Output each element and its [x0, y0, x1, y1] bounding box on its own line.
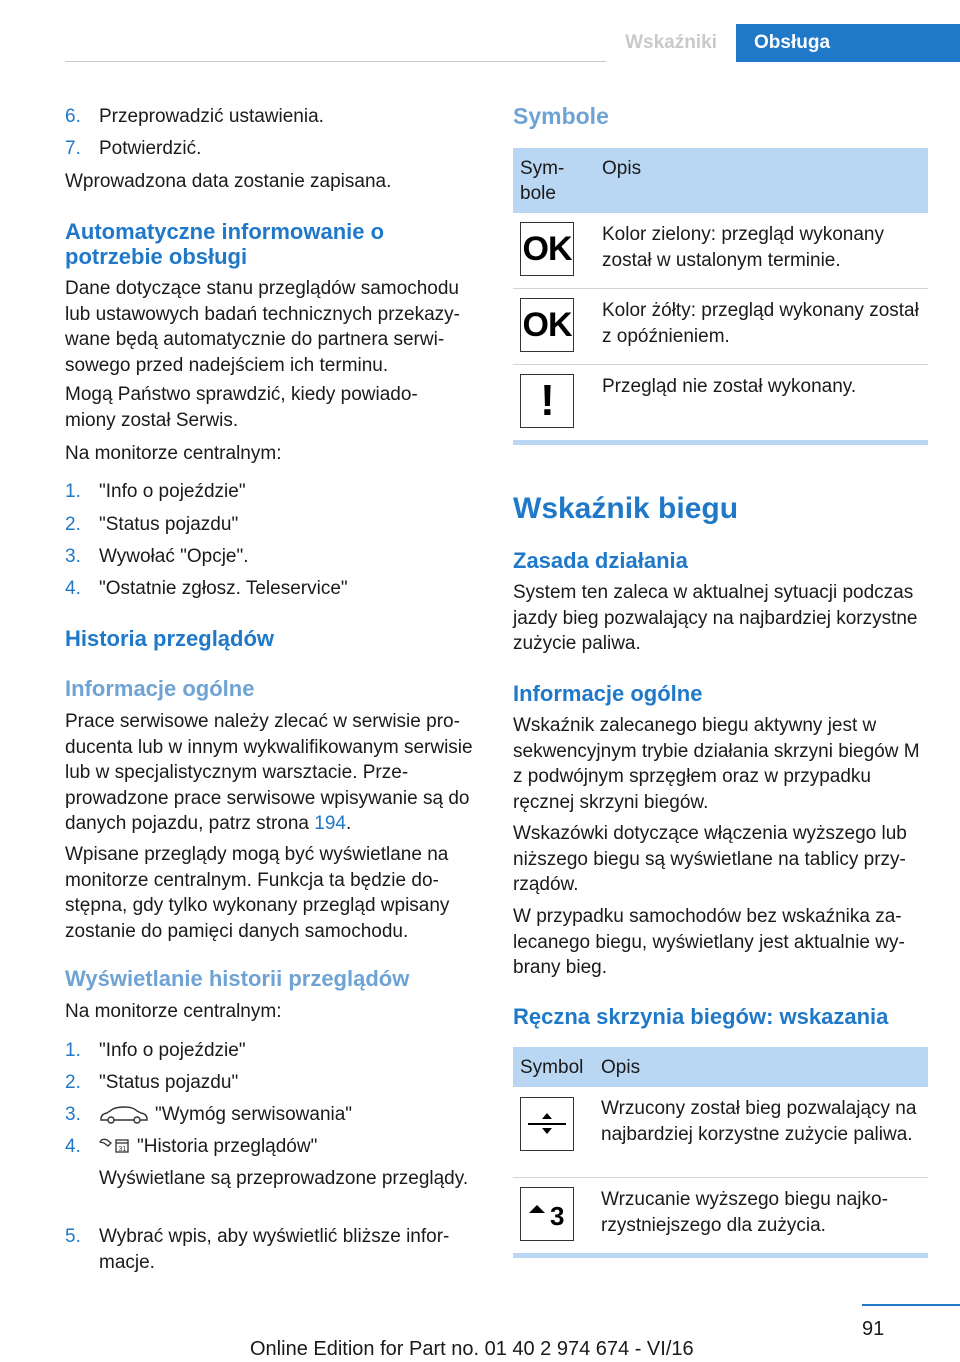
list-subtext: Wyświetlane są przeprowadzone przeglądy.	[99, 1168, 469, 1189]
paragraph-monitor-2: Na monitorze centralnym:	[65, 1001, 282, 1022]
shift-up-icon	[520, 1187, 574, 1241]
table-cell-desc: Przegląd nie został wykonany.	[602, 376, 857, 397]
history-icon	[99, 1134, 131, 1166]
row-divider	[513, 288, 928, 289]
table-cell-desc: Wrzucony został bieg pozwalający na najbardziej korzystne zużycie paliwa.	[601, 1098, 917, 1145]
table-end-rule	[513, 1253, 928, 1258]
paragraph-principle: System ten zaleca w aktualnej sytuacji podczas jazdy bieg pozwalający na najbardziej korzystne zużycie paliwa.	[513, 582, 918, 654]
table-cell-desc: Kolor zielony: przegląd wykonany został w ustalonym terminie.	[602, 224, 884, 271]
tab-obsluga[interactable]: Obsługa	[736, 24, 960, 62]
table-header-description: Opis	[602, 158, 642, 179]
footer-rule	[862, 1304, 960, 1306]
heading-gear-indicator: Wskaźnik biegu	[513, 492, 739, 525]
svg-text:31: 31	[118, 1146, 127, 1153]
footer-edition: Online Edition for Part no. 01 40 2 974 674 - VI/16	[250, 1338, 694, 1360]
ok-green-icon: OK	[520, 222, 574, 276]
paragraph-entered: Wpisane przeglądy mogą być wyświetlane na monitorze centralnym. Funkcja ta będzie dostępna, gdy tylko wykonany przegląd wpisany zostanie do pamięci danych samochodu.	[65, 844, 450, 942]
paragraph-saved: Wprowadzona data zostanie zapisana.	[65, 171, 392, 192]
page-number: 91	[862, 1318, 885, 1340]
table-header-symbol: Symbole	[520, 158, 565, 204]
heading-history: Historia przeglądów	[65, 626, 275, 651]
car-icon	[99, 1104, 149, 1134]
optimal-gear-icon	[520, 1097, 574, 1151]
heading-general: Informacje ogólne	[65, 676, 255, 701]
table-end-rule	[513, 440, 928, 445]
heading-general-2: Informacje ogólne	[513, 681, 703, 706]
paragraph-general-1: Wskaźnik zalecanego biegu aktywny jest w sekwencyjnym trybie działania skrzyni biegów M z podwójnym sprzęgłem oraz w przypadku ręcznej skrzyni biegów.	[513, 715, 920, 813]
table-header-symbol: Symbol	[520, 1057, 584, 1078]
paragraph-general-2: Wskazówki dotyczące włączenia wyższego lub niższego biegu są wyświetlane na tablicy przyrządów.	[513, 823, 907, 895]
table-cell-desc: Wrzucanie wyższego biegu najkorzystniejszego dla zużycia.	[601, 1189, 888, 1236]
exclamation-icon: !	[520, 374, 574, 428]
row-divider	[513, 1177, 928, 1178]
paragraph-service: Prace serwisowe należy zlecać w serwisie producenta lub w innym wykwalifikowanym serwisie lub w specjalistycznym warsztacie. Przeprowadzone prace serwisowe wpisywanie są do danych pojazdu, patrz strona 194.	[65, 711, 473, 834]
row-divider	[513, 364, 928, 365]
page-link[interactable]: 194	[314, 813, 346, 834]
table-header-description: Opis	[601, 1057, 641, 1078]
paragraph-general-3: W przypadku samochodów bez wskaźnika zalecanego biegu, wyświetlany jest aktualnie wybrany bieg.	[513, 906, 905, 978]
ok-yellow-icon: OK	[520, 298, 574, 352]
heading-manual-gearbox: Ręczna skrzynia biegów: wskazania	[513, 1004, 889, 1029]
heading-display-history: Wyświetlanie historii przeglądów	[65, 966, 410, 991]
heading-symbols: Symbole	[513, 103, 609, 129]
svg-text:3: 3	[550, 1201, 565, 1231]
table-header	[513, 148, 928, 213]
heading-auto-service: Automatyczne informowanie o potrzebie obsługi	[65, 219, 385, 269]
table-cell-desc: Kolor żółty: przegląd wykonany został z opóźnieniem.	[602, 300, 919, 347]
paragraph-auto: Dane dotyczące stanu przeglądów samochodu lub ustawowych badań technicznych przekazywane będą automatycznie do partnera serwisowego przed nadejściem ich terminu.	[65, 278, 460, 376]
paragraph-monitor: Na monitorze centralnym:	[65, 443, 282, 464]
heading-principle: Zasada działania	[513, 548, 688, 573]
paragraph-check: Mogą Państwo sprawdzić, kiedy powiadomiony został Serwis.	[65, 384, 418, 431]
tab-wskazniki[interactable]: Wskaźniki	[606, 24, 736, 62]
